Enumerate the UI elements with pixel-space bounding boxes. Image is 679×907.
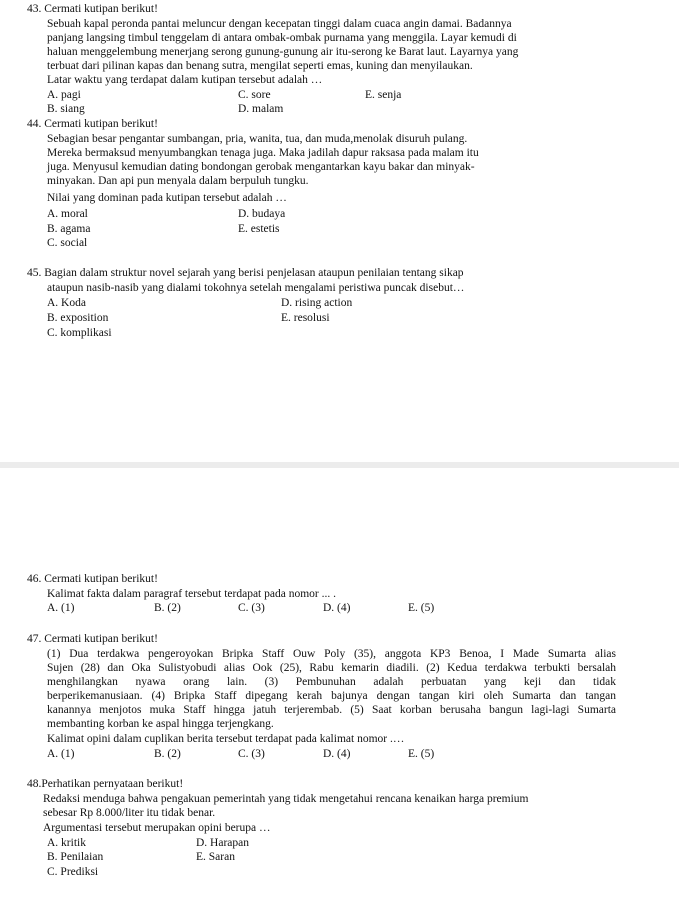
question-45-option-e[interactable]: E. resolusi <box>281 312 330 324</box>
question-48-option-d[interactable]: D. Harapan <box>196 837 250 849</box>
question-44-option-a[interactable]: A. moral <box>47 208 88 220</box>
question-44-question: Nilai yang dominan pada kutipan tersebut adalah … <box>47 192 287 204</box>
question-44-option-c[interactable]: C. social <box>47 237 88 249</box>
question-44-passage-line-2: Mereka bermaksud menyumbangkan tenaga juga. Maka jadilah dapur raksasa pada malam itu <box>47 147 479 159</box>
question-46-option-b[interactable]: B. (2) <box>154 602 181 614</box>
question-44-title: 44. Cermati kutipan berikut! <box>27 118 158 130</box>
question-43-title: 43. Cermati kutipan berikut! <box>27 3 158 15</box>
question-43-question: Latar waktu yang terdapat dalam kutipan tersebut adalah … <box>47 74 323 86</box>
question-47-passage-line-3: menghilangkan nyawa orang lain. (3) Pembunuhan adalah perbuatan yang keji dan tidak <box>47 676 616 688</box>
question-44-passage-line-4: minyakan. Dan api pun menyala dalam berpuluh tungku. <box>47 175 309 187</box>
question-45-option-b[interactable]: B. exposition <box>47 312 109 324</box>
question-48-option-c[interactable]: C. Prediksi <box>47 866 99 878</box>
question-46-option-d[interactable]: D. (4) <box>323 602 351 614</box>
question-48-question: Argumentasi tersebut merupakan opini berupa … <box>43 822 271 834</box>
question-47-option-d[interactable]: D. (4) <box>323 748 351 760</box>
question-45-line-1: 45. Bagian dalam struktur novel sejarah yang berisi penjelasan ataupun penilaian tentang sikap <box>27 267 464 279</box>
page-2 <box>0 468 679 907</box>
question-47-passage-line-1: (1) Dua terdakwa pengeroyokan Bripka Staff Ouw Poly (35), anggota KP3 Benoa, I Made Sumarta alias <box>47 648 616 660</box>
question-47-option-c[interactable]: C. (3) <box>238 748 265 760</box>
question-44-option-b[interactable]: B. agama <box>47 223 91 235</box>
question-45-option-c[interactable]: C. komplikasi <box>47 327 112 339</box>
question-47-passage-line-4: berperikemanusiaan. (4) Bripka Staff dipegang kerah bajunya dengan tangan kiri oleh Sumarta dan tangan <box>47 690 616 702</box>
question-47-option-b[interactable]: B. (2) <box>154 748 181 760</box>
question-48-passage-line-2: sebesar Rp 8.000/liter itu tidak benar. <box>43 807 216 819</box>
question-48-passage-line-1: Redaksi menduga bahwa pengakuan pemerintah yang tidak mengetahui rencana kenaikan harga premium <box>43 793 529 805</box>
question-43-passage-line-1: Sebuah kapal peronda pantai meluncur dengan kecepatan tinggi dalam cuaca angin damai. Badannya <box>47 18 512 30</box>
question-43-option-d[interactable]: D. malam <box>238 103 284 115</box>
question-43-passage-line-4: terbuat dari pilinan kapas dan benang sutra, mengilat seperti emas, kuning dan menyilaukan. <box>47 60 473 72</box>
question-45-line-2: ataupun nasib-nasib yang dialami tokohnya setelah mengalami peristiwa puncak disebut… <box>47 282 465 294</box>
question-43-passage-line-3: haluan menggelembung menerjang serong gunung-gunung air itu-serong ke Barat laut. Layarnya yang <box>47 46 519 58</box>
question-44-option-d[interactable]: D. budaya <box>238 208 286 220</box>
question-46-title: 46. Cermati kutipan berikut! <box>27 573 158 585</box>
question-48-option-a[interactable]: A. kritik <box>47 837 86 849</box>
question-47-title: 47. Cermati kutipan berikut! <box>27 633 158 645</box>
question-48-title: 48.Perhatikan pernyataan berikut! <box>27 778 184 790</box>
question-45-option-d[interactable]: D. rising action <box>281 297 353 309</box>
question-43-option-b[interactable]: B. siang <box>47 103 85 115</box>
question-44-passage-line-3: juga. Menyusul kemudian dating bondongan gerobak mengantarkan kayu bakar dan minyak- <box>47 161 475 173</box>
question-47-passage-line-2: Sujen (28) dan Oka Sulistyobudi alias Ook (25), Rabu kemarin diadili. (2) Kedua terdakwa terbukti bersalah <box>47 662 616 674</box>
question-47-passage-line-6: membanting korban ke aspal hingga terjengkang. <box>47 718 274 730</box>
question-46-option-e[interactable]: E. (5) <box>408 602 435 614</box>
question-45-option-a[interactable]: A. Koda <box>47 297 86 309</box>
question-48-option-b[interactable]: B. Penilaian <box>47 851 104 863</box>
question-46-option-a[interactable]: A. (1) <box>47 602 75 614</box>
question-47-option-a[interactable]: A. (1) <box>47 748 75 760</box>
question-43-option-e[interactable]: E. senja <box>365 89 402 101</box>
question-47-question: Kalimat opini dalam cuplikan berita tersebut terdapat pada kalimat nomor .… <box>47 733 405 745</box>
question-44-option-e[interactable]: E. estetis <box>238 223 280 235</box>
question-43-option-c[interactable]: C. sore <box>238 89 271 101</box>
question-46-option-c[interactable]: C. (3) <box>238 602 265 614</box>
question-46-question: Kalimat fakta dalam paragraf tersebut terdapat pada nomor ... . <box>47 588 336 600</box>
question-43-passage-line-2: panjang langsing timbul tenggelam di antara ombak-ombak purnama yang menggila. Layar kemudi di <box>47 32 517 44</box>
question-43-option-a[interactable]: A. pagi <box>47 89 81 101</box>
question-47-passage-line-5: kanannya menjotos muka Staff hingga jatuh terjerembab. (5) Saat korban berusaha bangun lagi-lagi Sumarta <box>47 704 616 716</box>
question-47-option-e[interactable]: E. (5) <box>408 748 435 760</box>
question-48-option-e[interactable]: E. Saran <box>196 851 235 863</box>
question-44-passage-line-1: Sebagian besar pengantar sumbangan, pria, wanita, tua, dan muda,menolak disuruh pulang. <box>47 133 468 145</box>
